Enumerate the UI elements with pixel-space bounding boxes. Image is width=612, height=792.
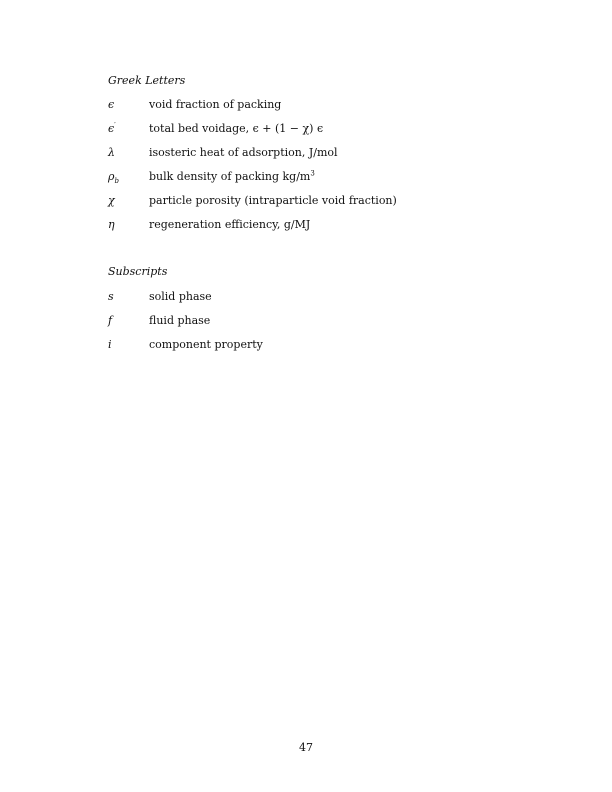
nomenclature-row-particle-porosity [108, 193, 528, 209]
nomenclature-row-void-fraction [108, 97, 528, 113]
page-number: 47 [299, 741, 313, 754]
nomenclature-row-total-bed-voidage [108, 121, 528, 137]
description-solid-phase: solid phase [149, 290, 212, 303]
nomenclature-row-bulk-density [108, 169, 528, 185]
description-fluid-phase: fluid phase [149, 314, 211, 327]
nomenclature-row-regeneration-efficiency [108, 217, 528, 233]
symbol-chi: χ [108, 194, 115, 207]
description-bulk-density-text: bulk density of packing kg/m [149, 170, 311, 183]
symbol-epsilon: ϵ [108, 98, 115, 111]
symbol-prime-mark: ′ [114, 121, 116, 130]
greek-letters-heading: Greek Letters [108, 74, 186, 87]
description-total-bed-voidage: total bed voidage, ϵ + (1 − χ) ϵ [149, 122, 324, 135]
symbol-epsilon-base: ϵ [108, 122, 115, 135]
description-bulk-density [149, 169, 315, 185]
nomenclature-row-solid-phase [108, 289, 528, 305]
description-particle-porosity: particle porosity (intraparticle void fraction) [149, 194, 397, 207]
subscripts-heading: Subscripts [108, 265, 168, 278]
symbol-i: i [108, 338, 112, 351]
symbol-eta: η [108, 218, 115, 231]
description-component-property: component property [149, 338, 263, 351]
description-isosteric-heat: isosteric heat of adsorption, J/mol [149, 146, 338, 159]
nomenclature-row-component-property [108, 337, 528, 353]
nomenclature-row-isosteric-heat [108, 145, 528, 161]
description-bulk-density-exponent: 3 [310, 169, 315, 178]
nomenclature-row-fluid-phase [108, 313, 528, 329]
description-regeneration-efficiency: regeneration efficiency, g/MJ [149, 218, 311, 231]
symbol-rho-b [108, 169, 148, 185]
symbol-rho: ρ [108, 170, 115, 183]
symbol-f: f [108, 314, 113, 327]
symbol-lambda: λ [108, 146, 115, 159]
symbol-epsilon-prime [108, 121, 148, 137]
symbol-s: s [108, 290, 114, 303]
symbol-subscript-b: b [114, 177, 119, 186]
description-void-fraction: void fraction of packing [149, 98, 282, 111]
